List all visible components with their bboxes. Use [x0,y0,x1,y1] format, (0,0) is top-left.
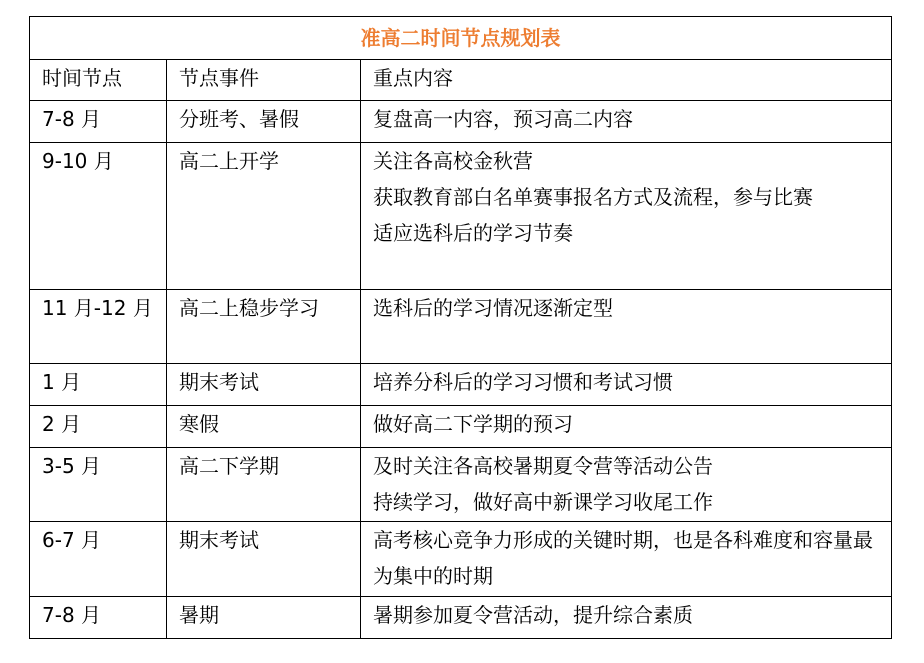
header-event: 节点事件 [167,60,361,101]
event-cell: 暑期 [167,597,361,639]
content-line: 复盘高一内容，预习高二内容 [373,107,633,131]
content-line: 获取教育部白名单赛事报名方式及流程，参与比赛 [373,185,813,209]
time-cell: 7-8 月 [30,101,167,143]
content-cell [361,290,892,364]
content-line: 做好高二下学期的预习 [373,412,573,436]
time-cell: 2 月 [30,406,167,448]
event-cell: 寒假 [167,406,361,448]
content-line: 选科后的学习情况逐渐定型 [373,296,613,320]
content-cell [361,448,892,522]
content-line: 持续学习，做好高中新课学习收尾工作 [373,490,713,514]
event-cell: 分班考、暑假 [167,101,361,143]
time-cell: 6-7 月 [30,522,167,597]
time-cell: 9-10 月 [30,143,167,290]
content-line: 培养分科后的学习习惯和考试习惯 [373,370,673,394]
plan-table [29,16,892,639]
time-cell: 11 月-12 月 [30,290,167,364]
header-time: 时间节点 [30,60,167,101]
time-cell: 1 月 [30,364,167,406]
table-row [30,448,892,522]
table-row [30,143,892,290]
event-cell: 期末考试 [167,364,361,406]
content-cell [361,522,892,597]
content-line: 关注各高校金秋营 [373,149,533,173]
event-cell: 高二上稳步学习 [167,290,361,364]
event-cell: 期末考试 [167,522,361,597]
content-line: 适应选科后的学习节奏 [373,221,573,245]
content-cell [361,364,892,406]
content-cell [361,143,892,290]
table-row [30,364,892,406]
title-row [30,17,892,60]
table-row [30,597,892,639]
table-row [30,522,892,597]
event-cell: 高二下学期 [167,448,361,522]
content-line: 暑期参加夏令营活动，提升综合素质 [373,603,693,627]
time-cell: 7-8 月 [30,597,167,639]
table-row [30,406,892,448]
content-line: 及时关注各高校暑期夏令营等活动公告 [373,454,713,478]
header-content: 重点内容 [361,60,892,101]
table-row [30,101,892,143]
header-row [30,60,892,101]
table-title: 准高二时间节点规划表 [30,17,892,60]
content-cell [361,597,892,639]
content-cell [361,406,892,448]
table-row [30,290,892,364]
content-line: 高考核心竞争力形成的关键时期，也是各科难度和容量最为集中的时期 [373,528,873,588]
time-cell: 3-5 月 [30,448,167,522]
content-cell [361,101,892,143]
event-cell: 高二上开学 [167,143,361,290]
